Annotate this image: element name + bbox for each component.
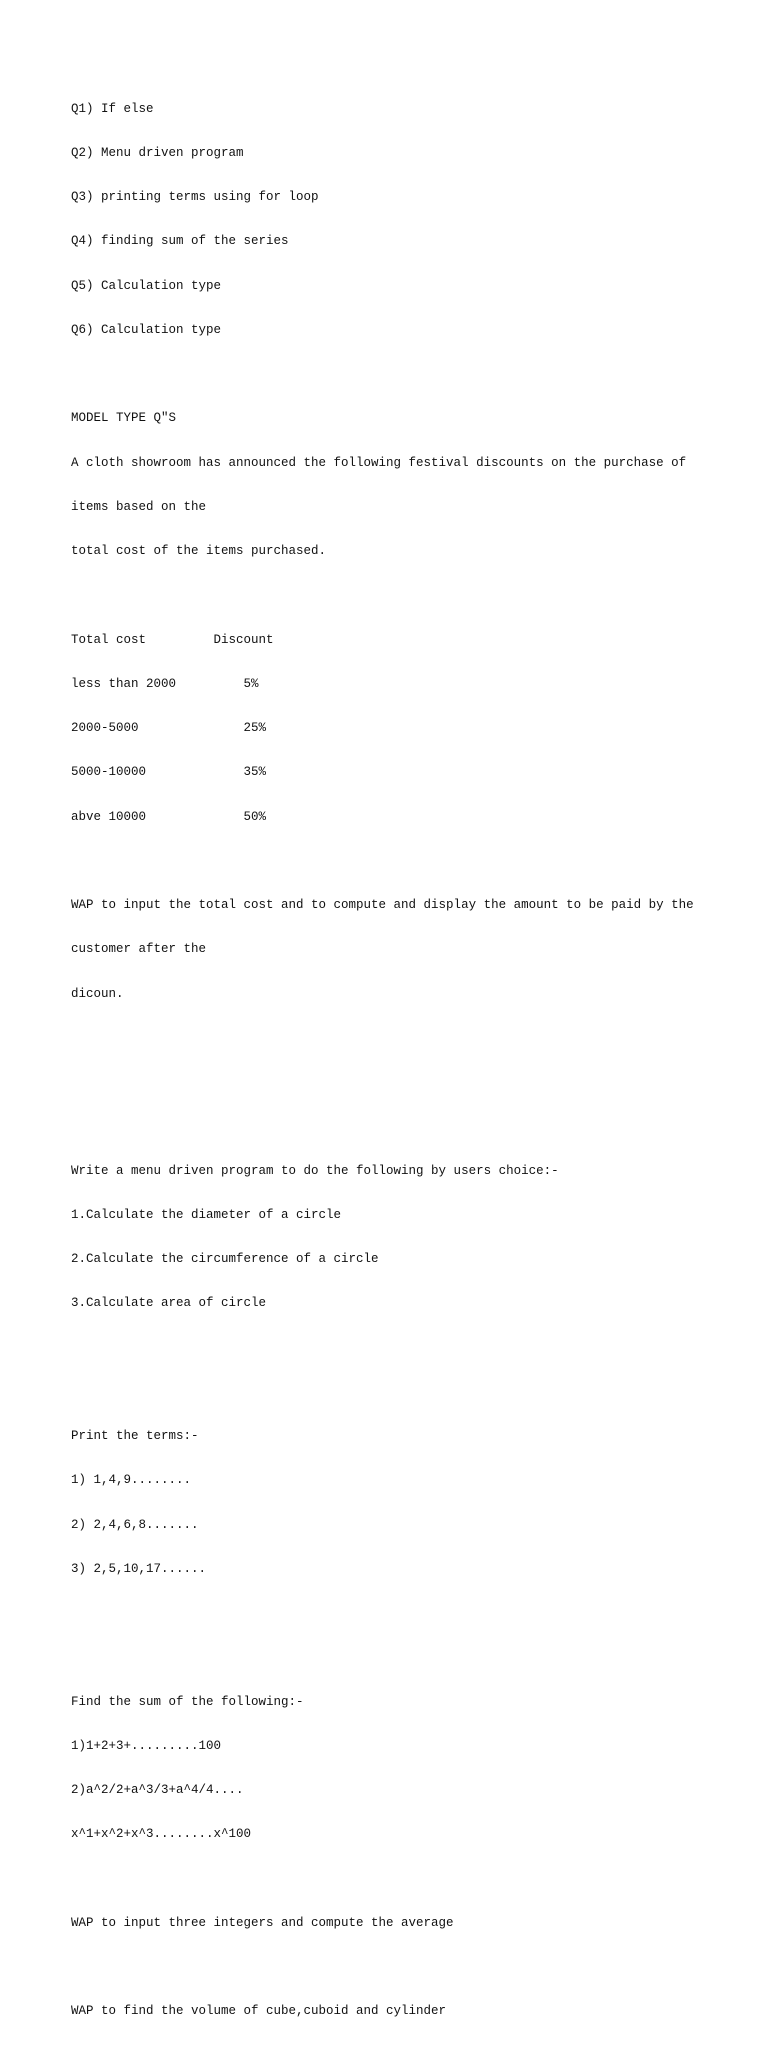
list-item: 2) 2,4,6,8....... (71, 1517, 199, 1532)
table-row: 5000-10000 35% (71, 765, 267, 780)
list-item: 3.Calculate area of circle (71, 1296, 267, 1311)
blank-line (71, 1960, 711, 1975)
text-line: WAP to input three integers and compute the average (71, 1915, 454, 1930)
text-line: Q1) If else (71, 101, 154, 116)
blank-line (71, 1606, 711, 1621)
text-line: Q5) Calculation type (71, 278, 222, 293)
text-line: WAP to input the total cost and to compute and display the amount to be paid by the (71, 898, 694, 912)
list-item: 1) 1,4,9........ (71, 1473, 192, 1488)
text-line: total cost of the items purchased. (71, 544, 327, 558)
list-item: 2)a^2/2+a^3/3+a^4/4.... (71, 1783, 244, 1797)
blank-line (71, 854, 711, 869)
blank-line (71, 367, 711, 382)
text-line: customer after the (71, 942, 207, 957)
text-line: A cloth showroom has announced the following festival discounts on the purchase of (71, 455, 687, 470)
section-heading: MODEL TYPE Q"S (71, 411, 177, 426)
list-item: 1)1+2+3+.........100 (71, 1738, 222, 1753)
table-row: 2000-5000 25% (71, 721, 267, 735)
text-line: Find the sum of the following:- (71, 1694, 304, 1709)
document-text (71, 72, 711, 2048)
blank-line (71, 1385, 711, 1400)
blank-line (71, 1031, 711, 1046)
text-line: items based on the (71, 499, 207, 514)
text-line: Print the terms:- (71, 1429, 199, 1443)
list-item: 1.Calculate the diameter of a circle (71, 1207, 342, 1222)
text-line: Q3) printing terms using for loop (71, 190, 319, 204)
blank-line (71, 588, 711, 603)
blank-line (71, 1119, 711, 1134)
text-line: Write a menu driven program to do the following by users choice:- (71, 1163, 559, 1178)
blank-line (71, 1341, 711, 1356)
text-line: Q2) Menu driven program (71, 145, 244, 160)
list-item: x^1+x^2+x^3........x^100 (71, 1827, 252, 1842)
blank-line (71, 1075, 711, 1090)
table-row: less than 2000 5% (71, 676, 259, 691)
text-line: Q4) finding sum of the series (71, 234, 289, 249)
text-line: Q6) Calculation type (71, 322, 222, 337)
table-header: Total cost Discount (71, 632, 274, 647)
text-line: WAP to find the volume of cube,cuboid and cylinder (71, 2004, 447, 2019)
table-row: abve 10000 50% (71, 809, 267, 824)
list-item: 3) 2,5,10,17...... (71, 1561, 207, 1576)
blank-line (71, 1872, 711, 1887)
blank-line (71, 1650, 711, 1665)
list-item: 2.Calculate the circumference of a circle (71, 1252, 379, 1266)
text-line: dicoun. (71, 986, 124, 1001)
